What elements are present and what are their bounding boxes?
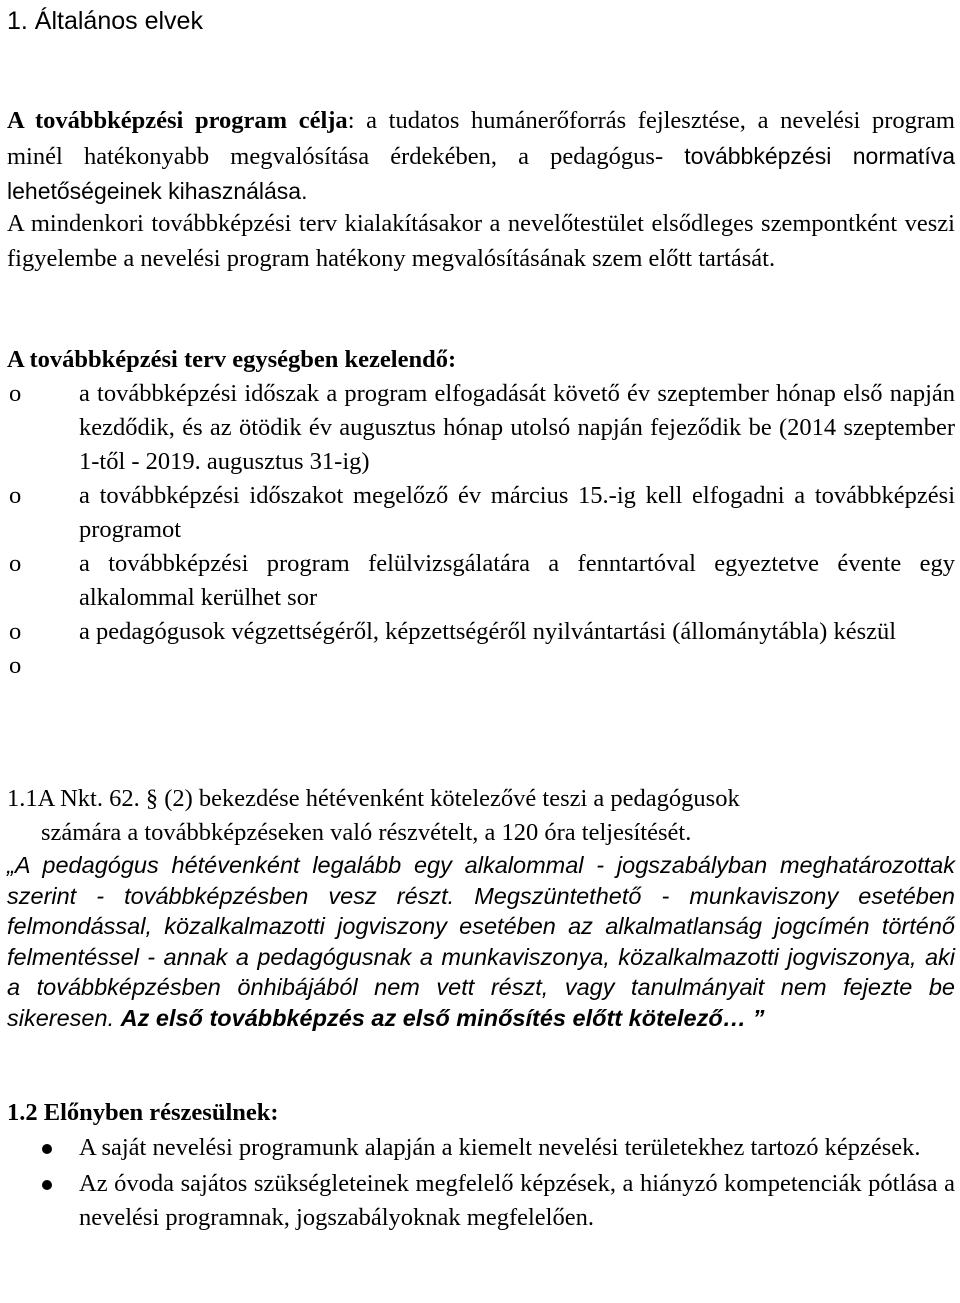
- quote-text: „A pedagógus hétévenként legalább egy alkalommal - jogszabályban meghatározottak szerint - továbbképzésben vesz részt. Megszüntethető - munkaviszony esetében felmondással, közalkalmazotti jogviszony esetében az alkalmatlanság jogcímén történő felmentéssel - annak a pedagógusnak a munkaviszonya, közalkalmazotti jogviszonya, aki a továbbképzésben önhibájából nem vett részt, vagy tanulmányait nem fejezte be sikeresen.: [7, 852, 955, 1031]
- list-item: [7, 547, 955, 615]
- list-item-text: a továbbképzési időszakot megelőző év március 15.-ig kell elfogadni a továbbképzési programot: [79, 482, 955, 543]
- plan-paragraph: [7, 207, 955, 276]
- nkt-line-2: számára a továbbképzéseken való részvételt, a 120 óra teljesítését.: [41, 819, 692, 846]
- list-item: [7, 479, 955, 547]
- intro-paragraph: [7, 104, 955, 210]
- bullet-dot-icon: [42, 1144, 52, 1154]
- list-item-text: Az óvoda sajátos szükségleteinek megfelelő képzések, a hiányzó kompetenciák pótlása a nevelési programnak, jogszabályoknak megfelelően.: [79, 1170, 955, 1231]
- o-bullet: o: [9, 380, 22, 407]
- intro-text-2: továbbképzési normatíva lehetőségeinek kihasználása.: [7, 142, 956, 204]
- list-item: [7, 377, 955, 479]
- list-item-text: [79, 652, 85, 679]
- list-item: [7, 615, 955, 649]
- preferred-list: [7, 1131, 955, 1235]
- o-bullet: o: [9, 482, 22, 509]
- intro-text-1: : a tudatos humánerőforrás fejlesztése, a nevelési program minél hatékonyabb megvalósítása érdekében, a pedagógus-: [7, 107, 955, 170]
- nkt-line-1: 1.1A Nkt. 62. § (2) bekezdése hétévenként kötelezővé teszi a pedagógusok: [7, 785, 740, 812]
- list-item-text: a pedagógusok végzettségéről, képzettségéről nyilvántartási (állománytábla) készül: [79, 618, 897, 645]
- o-bullet: o: [9, 550, 22, 577]
- preferred-heading: 1.2 Előnyben részesülnek:: [7, 1099, 279, 1126]
- unit-heading: A továbbképzési terv egységben kezelendő:: [7, 346, 457, 373]
- list-item: [7, 1167, 955, 1235]
- list-item: [7, 649, 955, 683]
- bullet-dot-icon: [42, 1180, 52, 1190]
- o-list: [7, 377, 955, 683]
- list-item-text: a továbbképzési időszak a program elfogadását követő év szeptember hónap első napján kezdődik, és az ötödik év augusztus hónap utolsó napján fejeződik be (2014 szeptember 1-től - 2019. augusztus 31-ig): [79, 380, 955, 475]
- list-item-text: a továbbképzési program felülvizsgálatára a fenntartóval egyeztetve évente egy alkalommal kerülhet sor: [79, 550, 955, 611]
- list-item: [7, 1131, 955, 1165]
- quote-bold-text: Az első továbbképzés az első minősítés előtt kötelező… ”: [120, 1004, 765, 1031]
- nkt-paragraph: [7, 782, 955, 850]
- o-bullet: o: [9, 618, 22, 645]
- plan-text: A mindenkori továbbképzési terv kialakításakor a nevelőtestület elsődleges szempontként veszi figyelembe a nevelési program hatékony megvalósításának szem előtt tartását.: [7, 210, 955, 272]
- law-quote: [7, 850, 955, 1034]
- list-item-text: A saját nevelési programunk alapján a kiemelt nevelési területekhez tartozó képzések.: [79, 1134, 921, 1161]
- section-heading: 1. Általános elvek: [7, 7, 203, 35]
- intro-bold-label: A továbbképzési program célja: [7, 107, 348, 134]
- o-bullet: o: [9, 652, 22, 679]
